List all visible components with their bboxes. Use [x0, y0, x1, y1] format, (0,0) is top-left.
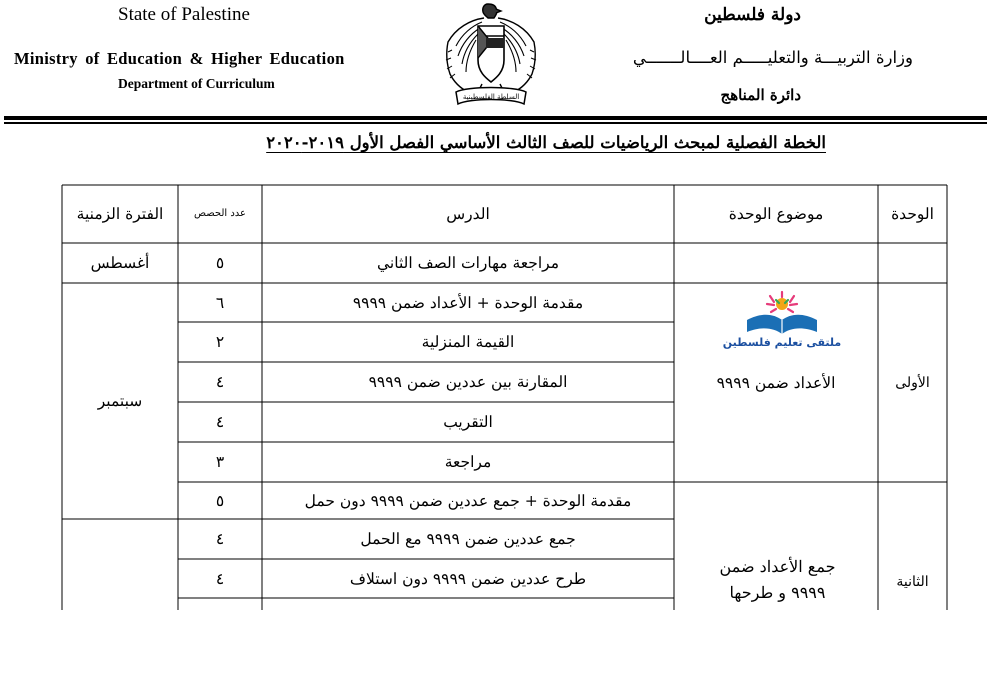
lesson-count-cell: ٤ [215, 373, 225, 391]
lesson-cell: التقريب [443, 413, 493, 431]
english-department-name: Department of Curriculum [118, 76, 275, 91]
lesson-cell: مراجعة مهارات الصف الثاني [376, 254, 560, 272]
lesson-cell: المقارنة بين عددين ضمن ٩٩٩٩ [368, 373, 568, 391]
lesson-cell: القيمة المنزلية [421, 333, 515, 351]
lesson-count-cell: ٦ [215, 293, 225, 312]
period-cell-september: سبتمبر [97, 392, 143, 410]
document-title: الخطة الفصلية لمبحث الرياضيات للصف الثالث الأساسي الفصل الأول ٢٠١٩-٢٠٢٠ [266, 133, 826, 152]
arabic-department-name: دائرة المناهج [720, 86, 801, 104]
lesson-count-cell: ٤ [215, 569, 225, 588]
header-topic: موضوع الوحدة [728, 205, 824, 223]
header-lesson-count: عدد الحصص [193, 208, 247, 219]
english-state-name: State of Palestine [118, 4, 250, 25]
lesson-cell: مقدمة الوحدة + الأعداد ضمن ٩٩٩٩ [352, 293, 584, 312]
lesson-cell: مقدمة الوحدة + جمع عددين ضمن ٩٩٩٩ دون حمل [304, 491, 632, 510]
arabic-state-name: دولة فلسطين [704, 5, 801, 25]
palestine-education-forum-logo [712, 290, 852, 350]
lesson-count-cell: ٢ [215, 333, 225, 351]
unit-cell-first: الأولى [895, 374, 930, 391]
unit-topic-first: الأعداد ضمن ٩٩٩٩ [716, 374, 836, 392]
english-ministry-name: Ministry of Education & Higher Education [14, 49, 345, 68]
unit-cell-second: الثانية [896, 574, 929, 590]
lesson-count-cell: ٤ [215, 413, 225, 431]
header-lesson: الدرس [446, 205, 490, 223]
logo-caption: ملتقى تعليم فلسطين [722, 336, 842, 349]
lesson-count-cell: ٣ [215, 453, 225, 471]
lesson-cell: طرح عددين ضمن ٩٩٩٩ دون استلاف [349, 569, 587, 588]
period-cell-august: أغسطس [90, 254, 150, 272]
lesson-count-cell: ٥ [215, 491, 225, 510]
arabic-ministry-name: وزارة التربيـــة والتعليـــــم العــــالـــــــي [632, 48, 913, 67]
header-unit: الوحدة [891, 205, 934, 223]
header-period: الفترة الزمنية [76, 205, 164, 223]
unit-topic-second: جمع الأعداد ضمن ٩٩٩٩ و طرحها [719, 557, 836, 602]
lesson-cell: مراجعة [444, 453, 492, 471]
lesson-cell: جمع عددين ضمن ٩٩٩٩ مع الحمل [360, 530, 576, 548]
lesson-count-cell: ٥ [215, 254, 225, 272]
lesson-count-cell: ٤ [215, 530, 225, 548]
emblem-caption: السلطة الفلسطينية [462, 93, 520, 101]
